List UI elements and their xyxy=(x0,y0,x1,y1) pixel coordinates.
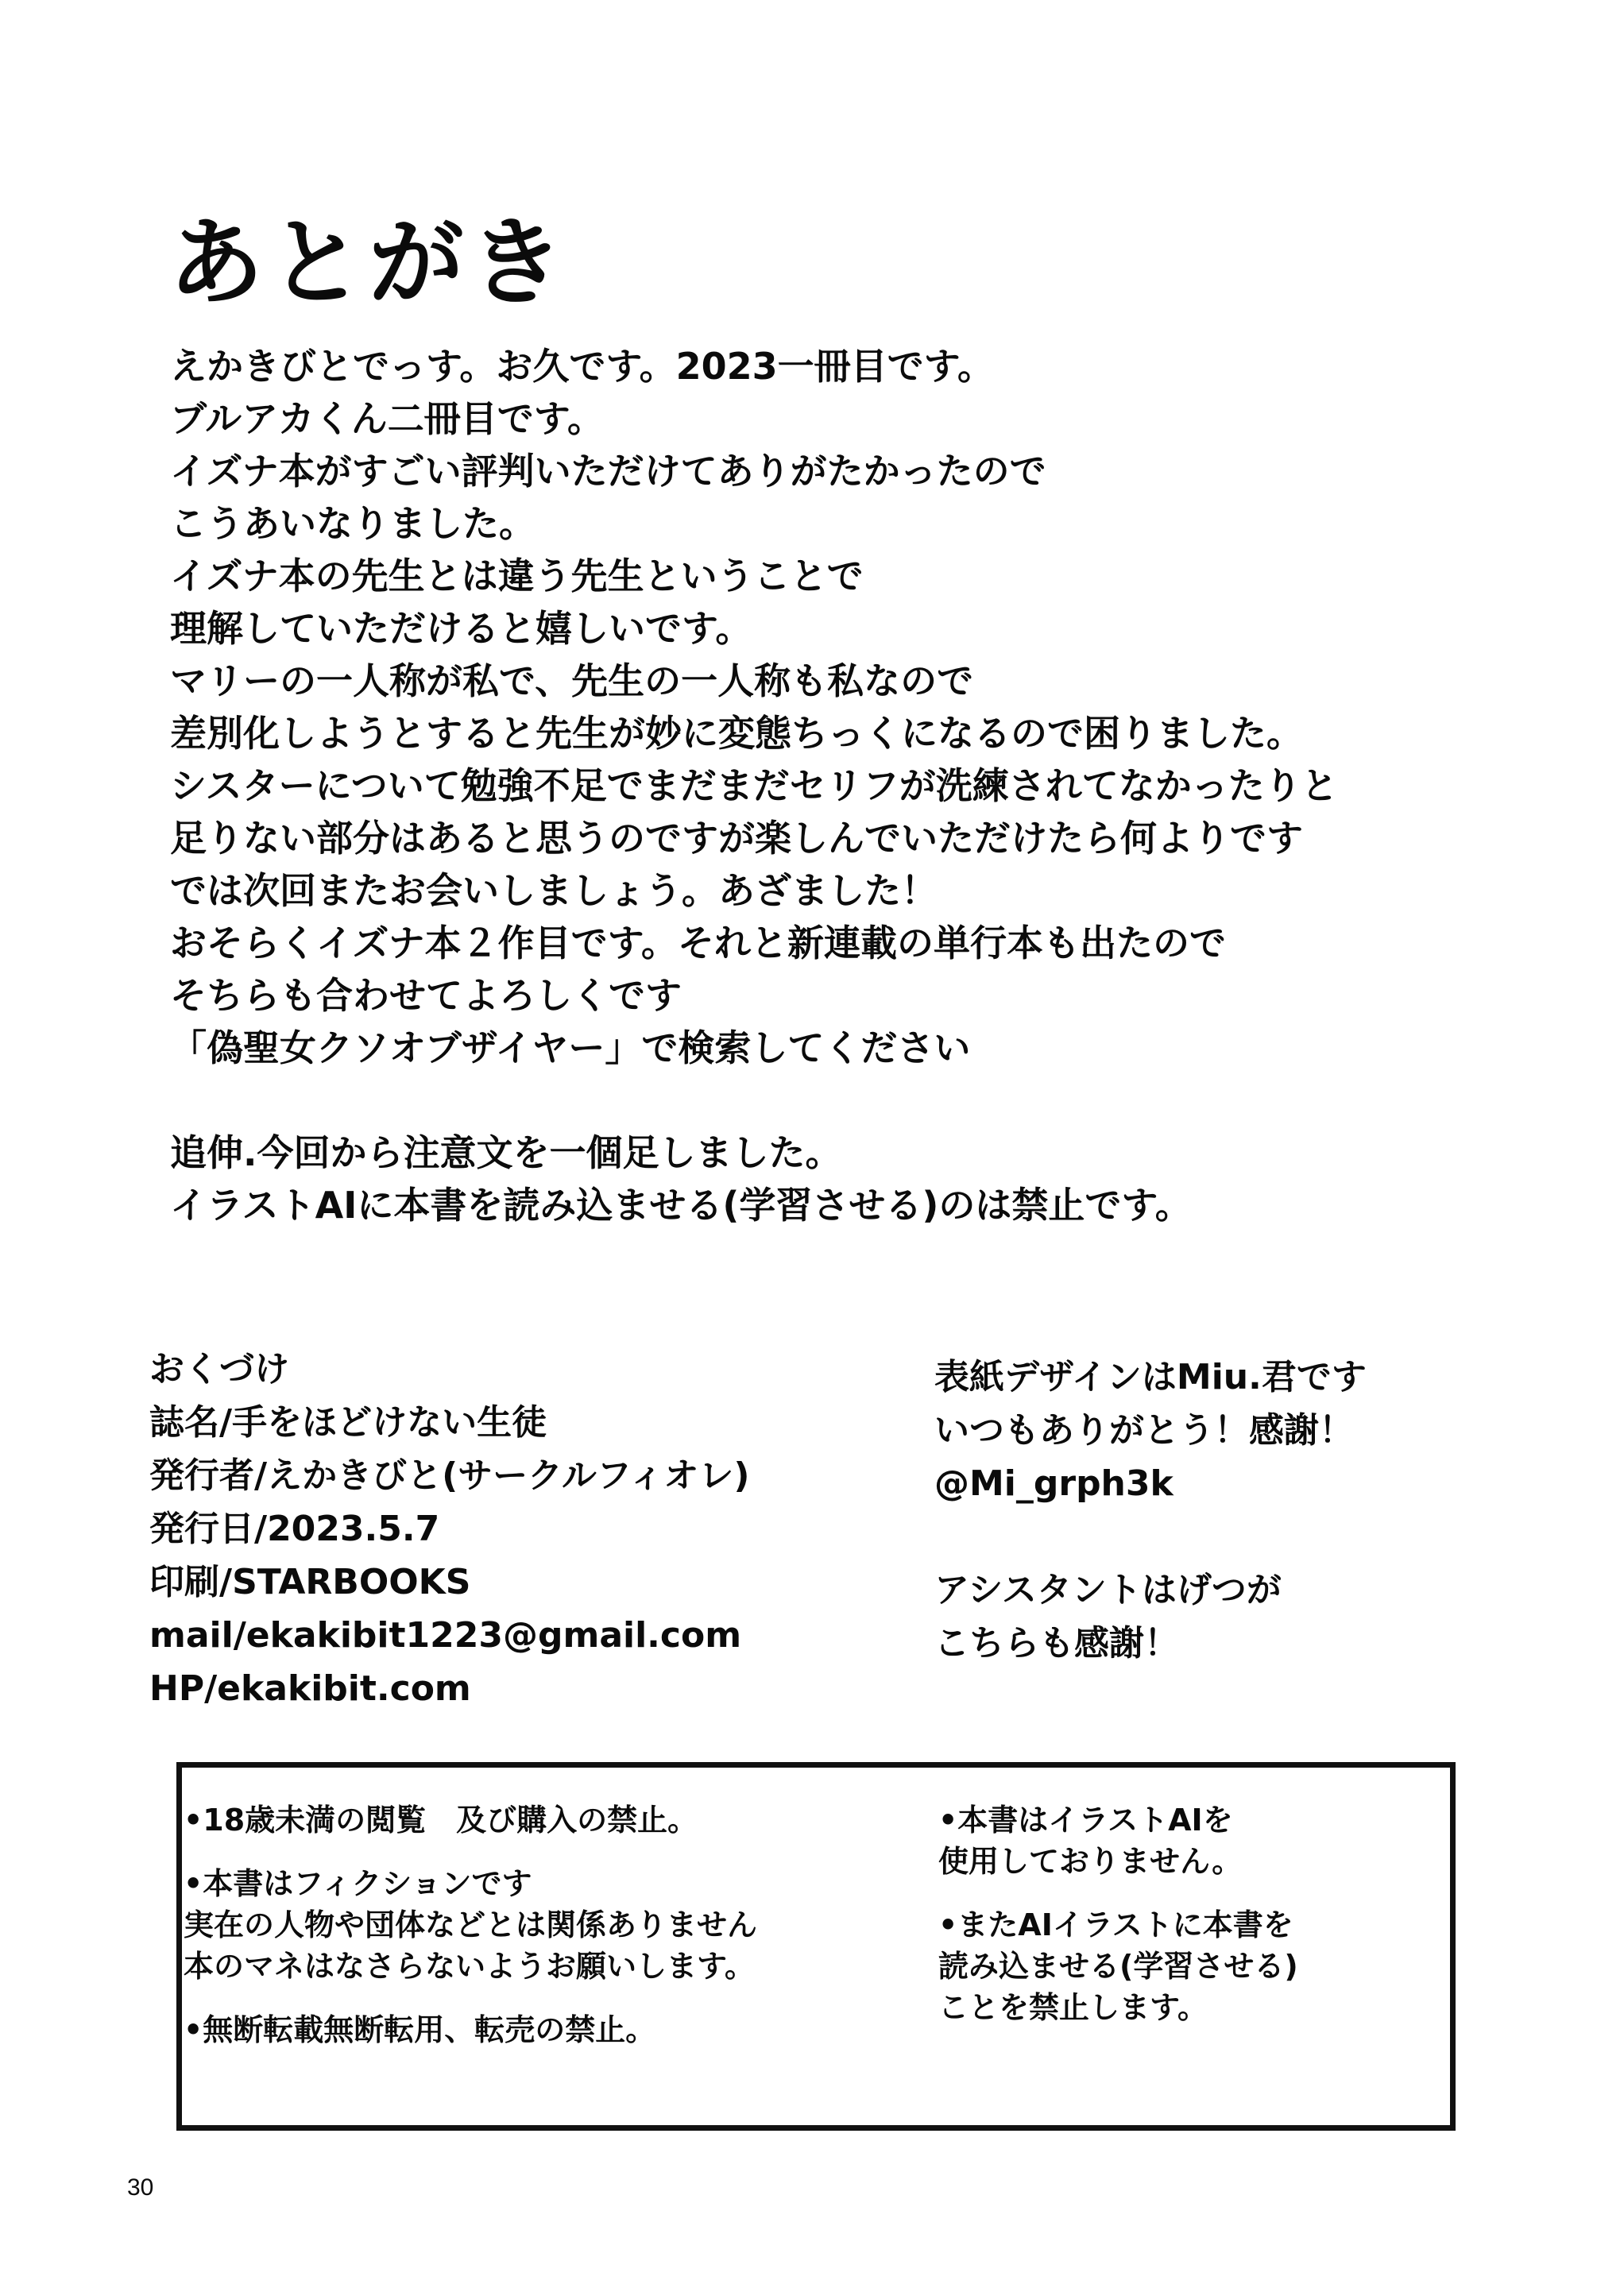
afterword-line: こうあいなりました。 xyxy=(170,502,536,545)
cover-credit-line: いつもありがとう！感謝！ xyxy=(934,1410,1354,1451)
afterword-line: おそらくイズナ本２作目です。それと新連載の単行本も出たので xyxy=(170,922,1226,964)
notice-line: 実在の人物や団体などとは関係ありません xyxy=(184,1907,758,1942)
notice-line: •18歳未満の閲覧 及び購入の禁止。 xyxy=(184,1803,698,1838)
postscript-line: 追伸.今回から注意文を一個足しました。 xyxy=(170,1131,842,1174)
page-number: 30 xyxy=(127,2174,154,2201)
afterword-line: 差別化しようとすると先生が妙に変態ちっくになるので困りました。 xyxy=(170,712,1303,755)
assistant-credit-line: アシスタントはげつが xyxy=(934,1570,1282,1610)
page-title: あとがき xyxy=(168,208,569,319)
notice-column-right xyxy=(937,1799,1445,2050)
afterword-line: そちらも合わせてよろしくです xyxy=(170,974,682,1017)
afterword-line: では次回またお会いしましょう。あざました！ xyxy=(170,869,938,912)
notice-line: 使用しておりません。 xyxy=(938,1844,1243,1879)
notice-line: •またAIイラストに本書を xyxy=(938,1907,1293,1942)
afterword-line: 「偽聖女クソオブザイヤー」で検索してください xyxy=(170,1026,971,1069)
colophon-date: 発行日/2023.5.7 xyxy=(149,1509,440,1549)
colophon-publisher: 発行者/えかきびと(サークルフィオレ) xyxy=(149,1455,750,1496)
notice-item xyxy=(184,1799,929,1841)
afterword-line: マリーの一人称が私で、先生の一人称も私なので xyxy=(170,659,974,702)
colophon-printer: 印刷/STARBOOKS xyxy=(149,1562,471,1602)
notice-line: 読み込ませる(学習させる) xyxy=(938,1949,1298,1984)
notice-line: •本書はイラストAIを xyxy=(938,1803,1233,1838)
afterword-line: イズナ本の先生とは違う先生ということで xyxy=(170,555,864,597)
colophon-mail: mail/ekakibit1223@gmail.com xyxy=(149,1615,742,1656)
afterword-body xyxy=(170,340,1521,1231)
notice-item xyxy=(184,2009,929,2050)
colophon xyxy=(149,1343,864,1715)
notice-line: ことを禁止します。 xyxy=(938,1990,1208,2025)
notice-line: •本書はフィクションです xyxy=(184,1866,532,1901)
notice-column-left xyxy=(182,1799,929,2073)
notice-item xyxy=(184,1863,929,1987)
afterword-line: イズナ本がすごい評判いただけてありがたかったので xyxy=(170,450,1046,493)
cover-designer-handle: @Mi_grph3k xyxy=(934,1463,1174,1504)
cover-credit-line: 表紙デザインはMiu.君です xyxy=(934,1357,1367,1397)
postscript-line: イラストAIに本書を読み込ませる(学習させる)のは禁止です。 xyxy=(170,1184,1192,1227)
notice-item xyxy=(938,1904,1445,2028)
afterword-line: 足りない部分はあると思うのですが楽しんでいただけたら何よりです xyxy=(170,817,1303,860)
notice-box xyxy=(176,1762,1456,2131)
notice-line: 本のマネはなさらないようお願いします。 xyxy=(184,1949,755,1984)
afterword-line: 理解していただけると嬉しいです。 xyxy=(170,607,752,650)
colophon-hp: HP/ekakibit.com xyxy=(149,1668,471,1709)
afterword-line: ブルアカくん二冊目です。 xyxy=(170,397,605,440)
credits-spacer xyxy=(934,1510,1491,1563)
paragraph-spacer xyxy=(170,1074,1521,1127)
afterword-line: えかきびとでっす。お久です。2023一冊目です。 xyxy=(170,345,994,388)
notice-item xyxy=(938,1799,1445,1882)
assistant-credit-line: こちらも感謝！ xyxy=(934,1623,1179,1664)
colophon-title: 誌名/手をほどけない生徒 xyxy=(149,1402,547,1443)
credits xyxy=(934,1351,1491,1670)
notice-line: •無断転載無断転用、転売の禁止。 xyxy=(184,2012,656,2047)
colophon-heading: おくづけ xyxy=(149,1349,289,1389)
afterword-line: シスターについて勉強不足でまだまだセリフが洗練されてなかったりと xyxy=(170,764,1338,807)
